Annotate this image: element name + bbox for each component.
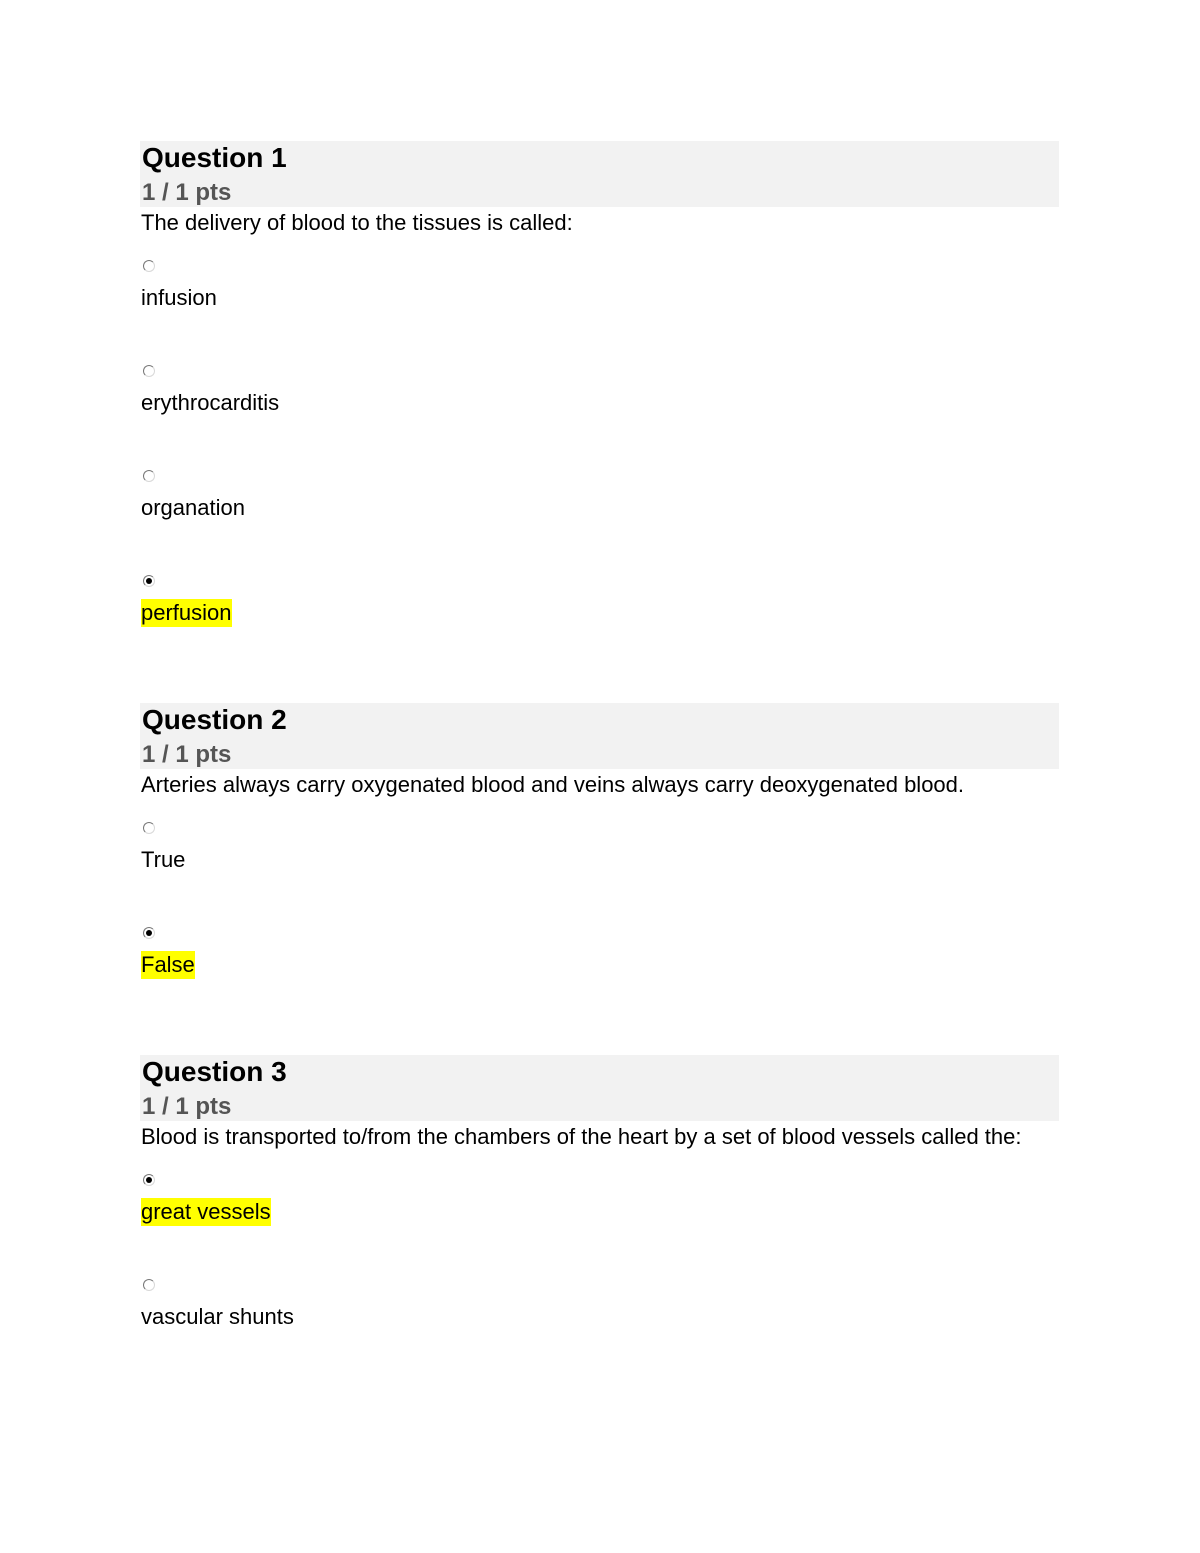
- radio-button-checked[interactable]: [143, 927, 155, 939]
- answer-option[interactable]: [140, 822, 1059, 927]
- question-text: The delivery of blood to the tissues is called:: [141, 210, 573, 235]
- question-title: Question 1: [142, 142, 287, 173]
- radio-button[interactable]: [143, 822, 155, 834]
- radio-button[interactable]: [143, 260, 155, 272]
- radio-button-checked[interactable]: [143, 1174, 155, 1186]
- question-header: [140, 1055, 1059, 1121]
- question-2: [140, 703, 1059, 1032]
- question-text: Arteries always carry oxygenated blood and veins always carry deoxygenated blood.: [141, 772, 965, 797]
- answer-option[interactable]: [140, 365, 1059, 470]
- radio-button[interactable]: [143, 365, 155, 377]
- answer-option-selected[interactable]: [140, 575, 1059, 680]
- answer-label-highlighted: great vessels: [141, 1199, 271, 1224]
- radio-button-checked[interactable]: [143, 575, 155, 587]
- answer-option-selected[interactable]: [140, 927, 1059, 1032]
- question-3: [140, 1055, 1059, 1384]
- answer-label: True: [141, 847, 186, 872]
- answer-label: organation: [141, 495, 245, 520]
- question-points: 1 / 1 pts: [142, 179, 232, 206]
- answer-option[interactable]: [140, 470, 1059, 575]
- answer-option[interactable]: [140, 260, 1059, 365]
- answer-label-highlighted: perfusion: [141, 600, 232, 625]
- answer-option-selected[interactable]: [140, 1174, 1059, 1279]
- question-title: Question 2: [142, 704, 287, 735]
- question-title: Question 3: [142, 1056, 287, 1087]
- question-points: 1 / 1 pts: [142, 741, 232, 768]
- question-header: [140, 141, 1059, 207]
- radio-button[interactable]: [143, 470, 155, 482]
- answer-label: erythrocarditis: [141, 390, 280, 415]
- answer-label-highlighted: False: [141, 952, 195, 977]
- answer-label: vascular shunts: [141, 1304, 294, 1329]
- question-text: Blood is transported to/from the chambers of the heart by a set of blood vessels called the:: [141, 1124, 1022, 1149]
- question-points: 1 / 1 pts: [142, 1093, 232, 1120]
- answer-option[interactable]: [140, 1279, 1059, 1384]
- question-header: [140, 703, 1059, 769]
- radio-button[interactable]: [143, 1279, 155, 1291]
- question-1: [140, 141, 1059, 680]
- answer-label: infusion: [141, 285, 217, 310]
